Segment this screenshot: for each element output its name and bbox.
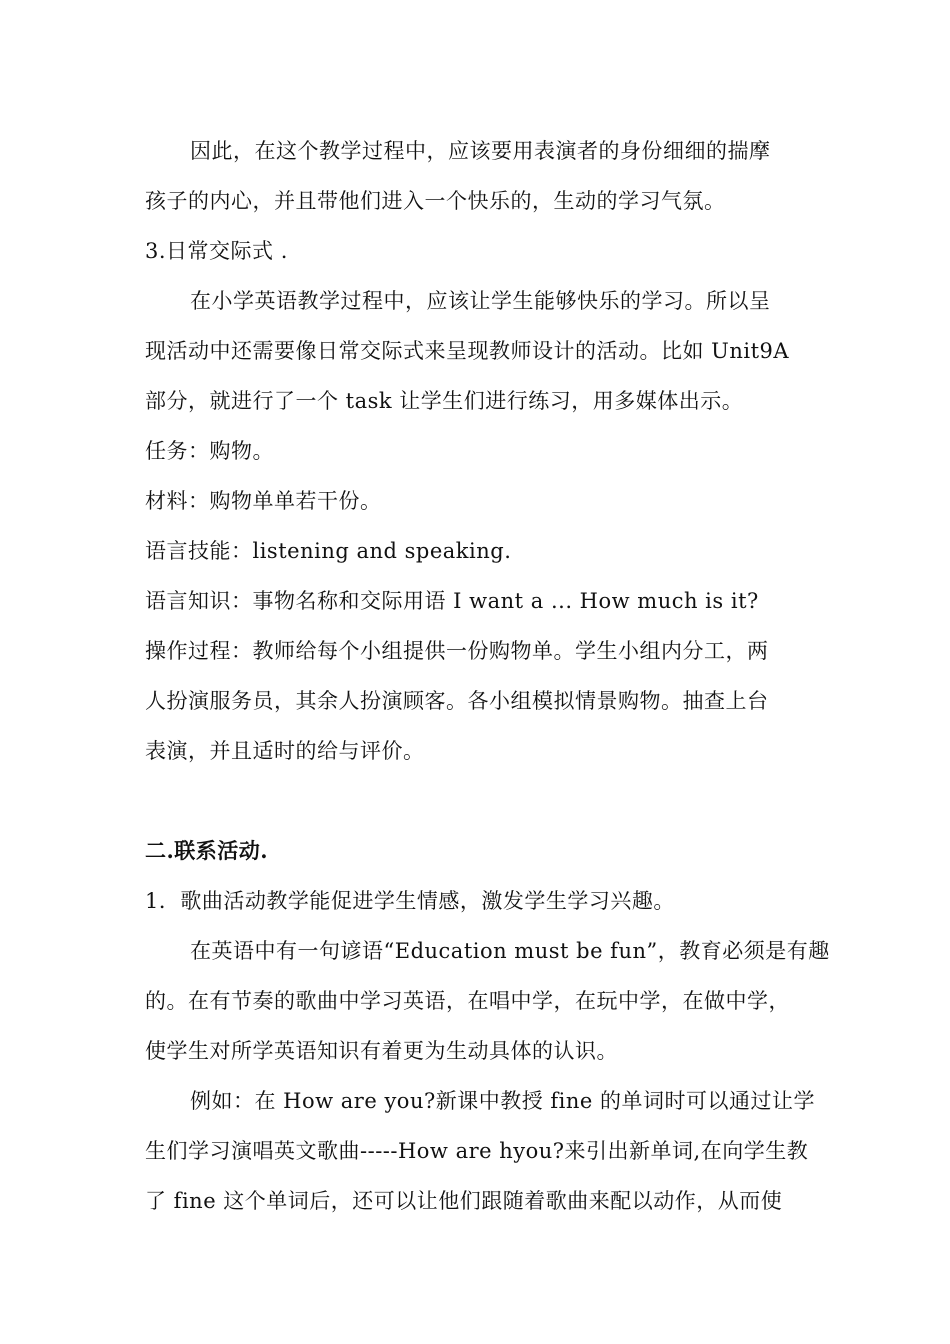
section-heading: 二.联系活动. (145, 838, 269, 863)
procedure-line: 表演，并且适时的给与评价。 (145, 739, 425, 763)
procedure-line: 人扮演服务员，其余人扮演顾客。各小组模拟情景购物。抽查上台 (145, 689, 769, 713)
procedure-line: 操作过程：教师给每个小组提供一份购物单。学生小组内分工，两 (145, 639, 769, 663)
subsection-heading: 1．歌曲活动教学能促进学生情感，激发学生学习兴趣。 (145, 889, 675, 913)
paragraph-line: 例如：在 How are you?新课中教授 fine 的单词时可以通过让学 (190, 1089, 816, 1113)
paragraph-line: 部分，就进行了一个 task 让学生们进行练习，用多媒体出示。 (145, 389, 744, 413)
paragraph-line: 在小学英语教学过程中，应该让学生能够快乐的学习。所以呈 (190, 289, 771, 313)
section-heading: 3.日常交际式 . (145, 239, 288, 263)
paragraph-line: 使学生对所学英语知识有着更为生动具体的认识。 (145, 1039, 618, 1063)
paragraph-line: 在英语中有一句谚语“Education must be fun”，教育必须是有趣 (190, 939, 830, 963)
paragraph-line: 现活动中还需要像日常交际式来呈现教师设计的活动。比如 Unit9A (145, 339, 790, 363)
task-line: 任务：购物。 (145, 439, 274, 463)
paragraph-line: 因此，在这个教学过程中，应该要用表演者的身份细细的揣摩 (190, 139, 771, 163)
language-knowledge-line: 语言知识：事物名称和交际用语 I want a ... How much is it? (145, 589, 759, 613)
paragraph-line: 了 fine 这个单词后，还可以让他们跟随着歌曲来配以动作，从而使 (145, 1189, 783, 1213)
paragraph-line: 生们学习演唱英文歌曲-----How are hyou?来引出新单词,在向学生教 (145, 1139, 809, 1163)
paragraph-line: 的。在有节奏的歌曲中学习英语，在唱中学，在玩中学，在做中学， (145, 989, 790, 1013)
language-skills-line: 语言技能：listening and speaking. (145, 539, 512, 563)
paragraph-line: 孩子的内心，并且带他们进入一个快乐的，生动的学习气氛。 (145, 189, 726, 213)
materials-line: 材料：购物单单若干份。 (145, 489, 382, 513)
